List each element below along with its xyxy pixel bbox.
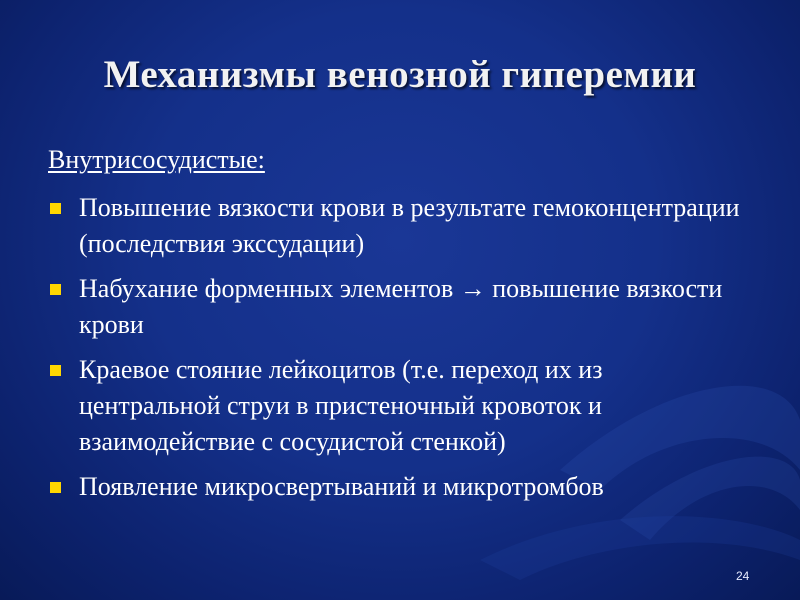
bullet-list	[48, 190, 748, 514]
square-bullet-icon	[50, 365, 61, 376]
slide-title: Механизмы венозной гиперемии	[103, 53, 697, 96]
bullet-text: Краевое стояние лейкоцитов (т.е. переход их из центральной струи в пристеночный кровоток и взаимодействие с сосудистой стенкой)	[79, 355, 603, 456]
bullet-text: Набухание форменных элементов → повышение вязкости крови	[79, 274, 723, 339]
square-bullet-icon	[50, 203, 61, 214]
section-subheading: Внутрисосудистые:	[48, 145, 265, 174]
bullet-text: Появление микросвертываний и микротромбов	[79, 472, 604, 501]
bullet-item	[48, 271, 748, 343]
square-bullet-icon	[50, 284, 61, 295]
page-number: 24	[736, 569, 750, 583]
bullet-item	[48, 469, 748, 505]
bullet-text: Повышение вязкости крови в результате гемоконцентрации (последствия экссудации)	[79, 193, 740, 258]
bullet-item	[48, 190, 748, 262]
bullet-item	[48, 352, 748, 460]
square-bullet-icon	[50, 482, 61, 493]
